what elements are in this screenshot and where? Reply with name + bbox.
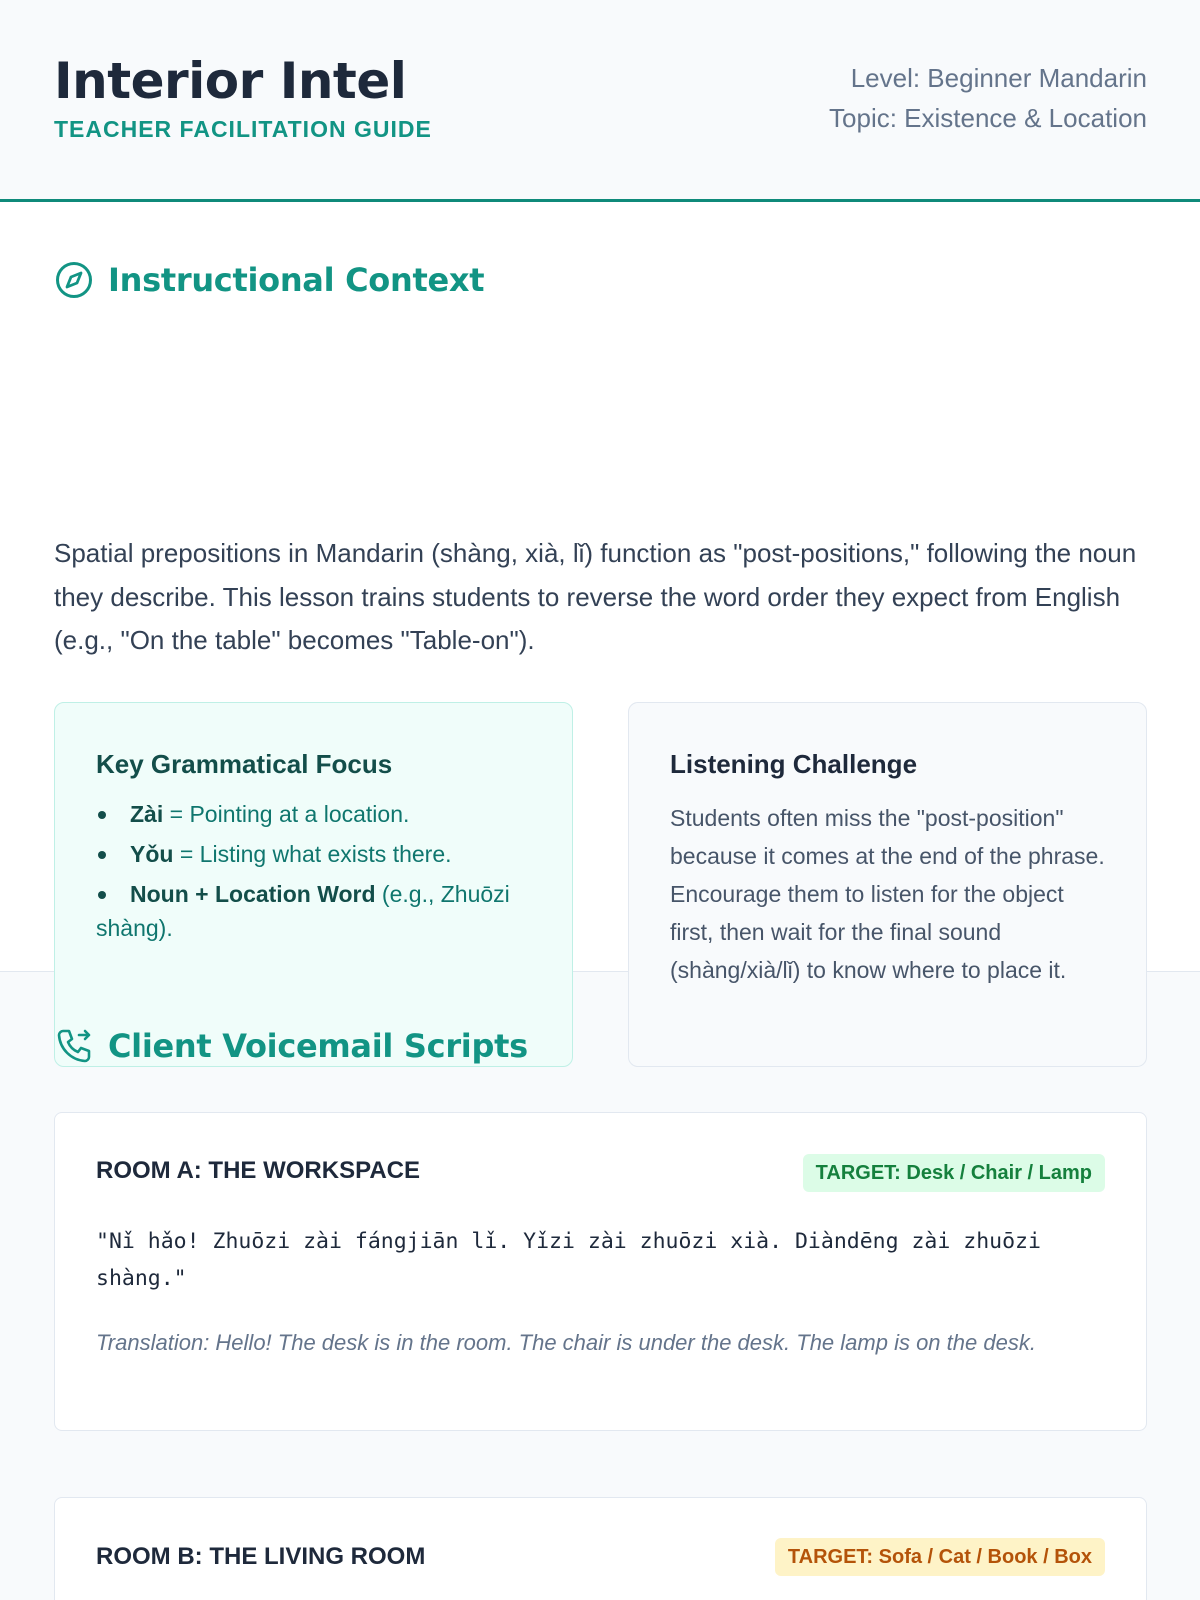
focus-term: Yǒu xyxy=(130,841,174,867)
list-item xyxy=(96,797,536,831)
grammar-focus-title: Key Grammatical Focus xyxy=(96,749,393,779)
script-text: "Nǐ hǎo! Zhuōzi zài fángjiān lǐ. Yǐzi zài zhuōzi xià. Diàndēng zài zhuōzi shàng." xyxy=(96,1229,1041,1291)
listening-challenge-title: Listening Challenge xyxy=(670,749,918,779)
list-item xyxy=(96,877,536,945)
context-heading xyxy=(54,260,484,300)
instructional-context-section xyxy=(0,202,1200,983)
compass-icon xyxy=(54,260,94,300)
bullet-icon xyxy=(98,891,106,899)
room-title: ROOM A: THE WORKSPACE xyxy=(96,1157,420,1184)
lesson-meta xyxy=(829,58,1147,138)
script-card-room-b xyxy=(54,1497,1147,1600)
context-heading-label: Instructional Context xyxy=(108,261,485,299)
focus-desc: (e.g., Zhuōzi shàng). xyxy=(96,881,510,941)
target-badge: TARGET: Desk / Chair / Lamp xyxy=(803,1154,1105,1192)
script-translation: Translation: Hello! The desk is in the room. The chair is under the desk. The lamp is on the desk. xyxy=(96,1330,1036,1355)
page-title: Interior Intel xyxy=(54,52,407,110)
list-item xyxy=(96,837,536,871)
target-badge: TARGET: Sofa / Cat / Book / Box xyxy=(775,1538,1105,1576)
page-subtitle: TEACHER FACILITATION GUIDE xyxy=(54,116,432,142)
voicemail-heading xyxy=(54,1026,528,1066)
bullet-icon xyxy=(98,851,106,859)
script-card-room-a xyxy=(54,1112,1147,1431)
room-title: ROOM B: THE LIVING ROOM xyxy=(96,1543,426,1570)
focus-term: Zài xyxy=(130,801,164,827)
level-label: Level: Beginner Mandarin xyxy=(850,63,1147,93)
context-intro: Spatial prepositions in Mandarin (shàng, xià, lǐ) function as "post-positions," following the noun they describe. This lesson trains students to reverse the word order they expect from English (e.g., "On the table" becomes "Table-on"). xyxy=(54,538,1137,655)
focus-desc: = Pointing at a location. xyxy=(163,801,410,827)
listening-challenge-text: Students often miss the "post-position" because it comes at the end of the phrase. Encourage them to listen for the object first, then wait for the final sound (shàng/xià/lǐ) to know where to place it. xyxy=(670,805,1105,983)
focus-desc: = Listing what exists there. xyxy=(173,841,452,867)
topic-label: Topic: Existence & Location xyxy=(829,103,1147,133)
voicemail-heading-label: Client Voicemail Scripts xyxy=(108,1027,528,1065)
voicemail-section xyxy=(0,972,1200,1600)
phone-forward-icon xyxy=(54,1026,94,1066)
bullet-icon xyxy=(98,811,106,819)
grammar-focus-list xyxy=(96,797,536,951)
focus-term: Noun + Location Word xyxy=(130,881,376,907)
page-header xyxy=(0,0,1200,202)
